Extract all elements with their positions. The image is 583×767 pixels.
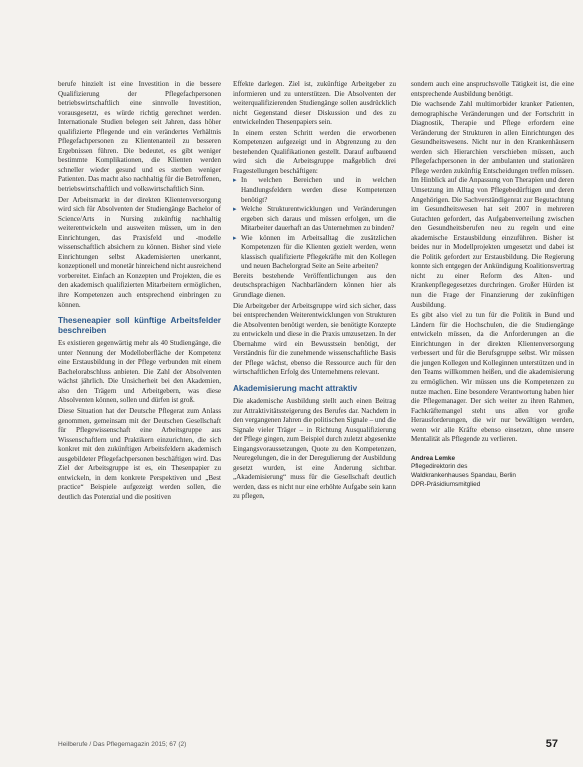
body-paragraph: Die akademische Ausbildung stellt auch einen Beitrag zur Attraktivitätssteigerung des Berufes dar. Nachdem in den vergangenen Jahren die politischen Signale – und die Signale vieler Träger – in Richtung Ausqualifizierung der Pflege gingen, zum Beispiel durch zuletzt abgesenkte Eingangsvoraussetzungen, Quote zu den Kompetenzen, Neuregelungen, die in der Deregulierung der Ausbildung gesetzt wurden, ist eine Änderung sichtbar. „Akademisierung“ muss für die Gesellschaft deutlich werden, dass es nicht nur eine erhöhte Aufgabe sein kann zu pflegen, bbox=[233, 396, 396, 501]
body-paragraph: In einem ersten Schritt werden die erworbenen Kompetenzen aufgezeigt und in Abgrenzung zu den bestehenden Qualifikationen gestellt. Darauf aufbauend wird sich die Arbeitsgruppe maßgeblich drei Fragestellungen beschäftigen: bbox=[233, 128, 396, 175]
text-column-2 bbox=[233, 80, 396, 502]
body-paragraph: Effekte darlegen. Ziel ist, zukünftige Arbeitgeber zu informieren und zu unterstützen. Die Absolventen der weiterqualifizierenden Studiengänge sollen ausdrücklich nicht Gegenstand dieser Diskussion und des zu entwickelnden Thesenpapiers sein. bbox=[233, 80, 396, 127]
body-paragraph: Es gibt also viel zu tun für die Politik in Bund und Ländern für die Hochschulen, die die Studiengänge entwickeln müssen, da die Anforderungen an die Einrichtungen in der direkten Klientenversorgung verbessert und für die Berufsgruppe selbst. Wir müssen die jungen Kollegen und Kolleginnen unterstützen und in den Teams willkommen heißen, und die akademisierung zu ermöglichen. Wir müssen uns die Kompetenzen zu nutze machen. Eine besondere Verantwortung haben hier die Pflegemanager. Der sich weiter zu ihren Rahmen, Fachkräftemangel steht uns allen vor große Herausforderungen, die wir nur bewältigen werden, wenn wir alle Kräfte ebenso einsetzen, ohne unsere Mentalität als Pflegende zu verlieren. bbox=[411, 311, 574, 444]
author-name: Andrea Lemke bbox=[411, 454, 456, 462]
body-paragraph: Bereits bestehende Veröffentlichungen aus den deutschsprachigen Nachbarländern können hier als Grundlage dienen. bbox=[233, 271, 396, 300]
body-paragraph: Die Arbeitgeber der Arbeitsgruppe wird sich sicher, dass bei entsprechenden Weiterentwicklungen von Strukturen die Absolventen benötigt werden, sie benötigte Konzepte zu entwickeln und diese in die Praxis umzusetzen. In der Übernahme wird ein Bewusstsein benötigt, der Verständnis für die zunehmende wissenschaftliche Basis der Pflege wächst, ebenso die Ressource auch für den wirtschaftlichen Erfolg des Unternehmens relevant. bbox=[233, 301, 396, 377]
body-paragraph: Der Arbeitsmarkt in der direkten Klientenversorgung wird sich für Absolventen der Studiengänge Bachelor of Science/Arts in Nursing zukünftig nachhaltig weiterentwickeln und ausweiten müssen, um in den Einrichtungen, das Praxisfeld und -modelle wissenschaftlich absichern zu können. Bisher sind viele Einrichtungen selbst Akademisierten unerkannt, konzeptionell und monetär hinreichend nicht ausreichend vorbereitet. Einfach an Konzepten und Projekten, die es den akademisch qualifizierten Mitarbeitern ermöglichen, ihre Kompetenzen auch entsprechend einbringen zu können. bbox=[58, 195, 221, 309]
body-paragraph: sondern auch eine anspruchsvolle Tätigkeit ist, die eine entsprechende Ausbildung benötigt. bbox=[411, 80, 574, 98]
text-column-1 bbox=[58, 80, 221, 502]
body-paragraph: Es existieren gegenwärtig mehr als 40 Studiengänge, die unter Nennung der Modelloberfläche der Kompetenz eine Erstausbildung in der Pflege verbunden mit einem Bachelorabschluss anbieten. Die Zahl der Absolventen wächst jährlich. Die Unsicherheit bei den Akademien, also den Trägern und Arbeitgebern, was diese Absolventen können, sollen und dürfen ist groß. bbox=[58, 339, 221, 405]
page-number: 57 bbox=[545, 738, 558, 750]
text-column-3 bbox=[411, 80, 574, 489]
page-footer bbox=[58, 738, 558, 752]
bullet-list bbox=[233, 176, 396, 271]
bullet-item: ▸ In welchen Bereichen und in welchen Handlungsfeldern werden diese Kompetenzen benötigt? bbox=[233, 176, 396, 205]
bullet-item: ▸ Welche Strukturentwicklungen und Veränderungen ergeben sich daraus und müssen erfolgen, um die Mitarbeiter dauerhaft an das Unternehmen zu binden? bbox=[233, 205, 396, 234]
body-paragraph: berufe hinzielt ist eine Investition in die bessere Qualifizierung der Pflegefachpersonen betriebswirtschaftlich eine sinnvolle Investition, vorausgesetzt, es würde richtig gerechnet werden. Internationale Studien belegen seit Jahren, dass höher qualifizierte Pflegende und ein verändertes Verhältnis Pflegefachpersonen zu Klientenanteil zu besseren Ergebnissen führen. Die bedeutet, es gibt weniger bestimmte Komplikationen, die Klienten werden schneller wieder gesund und es sterben weniger Patienten. Das macht also nachhaltig für die Betroffenen, betriebswirtschaftlich und volkswirtschaftlich Sinn. bbox=[58, 80, 221, 194]
section-heading: Theseneapier soll künftige Arbeitsfelder beschreiben bbox=[58, 316, 221, 336]
author-block bbox=[411, 455, 574, 489]
bullet-item: ▸ Wie können im Arbeitsalltag die zusätzlichen Kompetenzen für die Klienten gezielt werden, wenn klassisch qualifizierte Pflegekräfte mit den Kollegen und neuen Bachelorgrad Seite an Seite arbeiten? bbox=[233, 234, 396, 272]
author-affiliation-line: Waldkrankenhauses Spandau, Berlin bbox=[411, 471, 516, 479]
author-affiliation-line: Pflegedirektorin des bbox=[411, 463, 468, 471]
author-affiliation-line: DPR-Präsidiumsmitglied bbox=[411, 480, 481, 488]
body-paragraph: Die wachsende Zahl multimorbider kranker Patienten, demographische Veränderungen und der Fortschritt in Diagnostik, Therapie und Pflege erfordern eine Veränderung der Strukturen in allen Einrichtungen des Gesundheitswesens. Nicht nur in den Krankenhäusern werden sich Hierarchien verschieben müssen, auch Pflegefachpersonen in der ambulanten und stationären Pflege werden zukünftig Entscheidungen treffen müssen. Im Hinblick auf die Anpassung von Therapien und deren Umsetzung im Alltag von Pflegebedürftigen und deren Angehörigen. Die Sachverständigenrat zur Begutachtung im Gesundheitswesen hat seit 2007 in mehreren Gutachten gefordert, das Aufgabenverteilung zwischen den Gesundheitsberufen neu zu regeln und eine akademische Erstausbildung einzuführen. Bisher ist beides nur in Modellprojekten umgesetzt und dabei ist die Politik gefordert zur Erstausbildung. Die Regierung konnte sich entgegen der Ankündigung Koalitionsvertrag nicht zu einer Reform des Alten- und Krankenpflegegesetzes durchringen. Großer Hürden ist nun die Frage der Finanzierung der zukünftigen Ausbildung. bbox=[411, 100, 574, 309]
section-heading: Akademisierung macht attraktiv bbox=[233, 383, 358, 393]
footer-citation: Heilberufe / Das Pflegemagazin 2015; 67 (2) bbox=[58, 741, 187, 748]
body-paragraph: Diese Situation hat der Deutsche Pflegerat zum Anlass genommen, gemeinsam mit der Deutschen Gesellschaft für Pflegewissenschaft eine Arbeitsgruppe aus Wissenschaftlern und Praktikern einzurichten, die sich konkret mit den zukünftigen Arbeitsfeldern akademisch ausgebildeter Pflegefachpersonen beschäftigen wird. Das Ziel der Arbeitsgruppe ist es, ein Thesenpapier zu entwickeln, in dem konkrete Perspektiven und „Best practice“ Beispiele aufgezeigt werden sollen, die deutlich das Potenzial und die positiven bbox=[58, 406, 221, 501]
